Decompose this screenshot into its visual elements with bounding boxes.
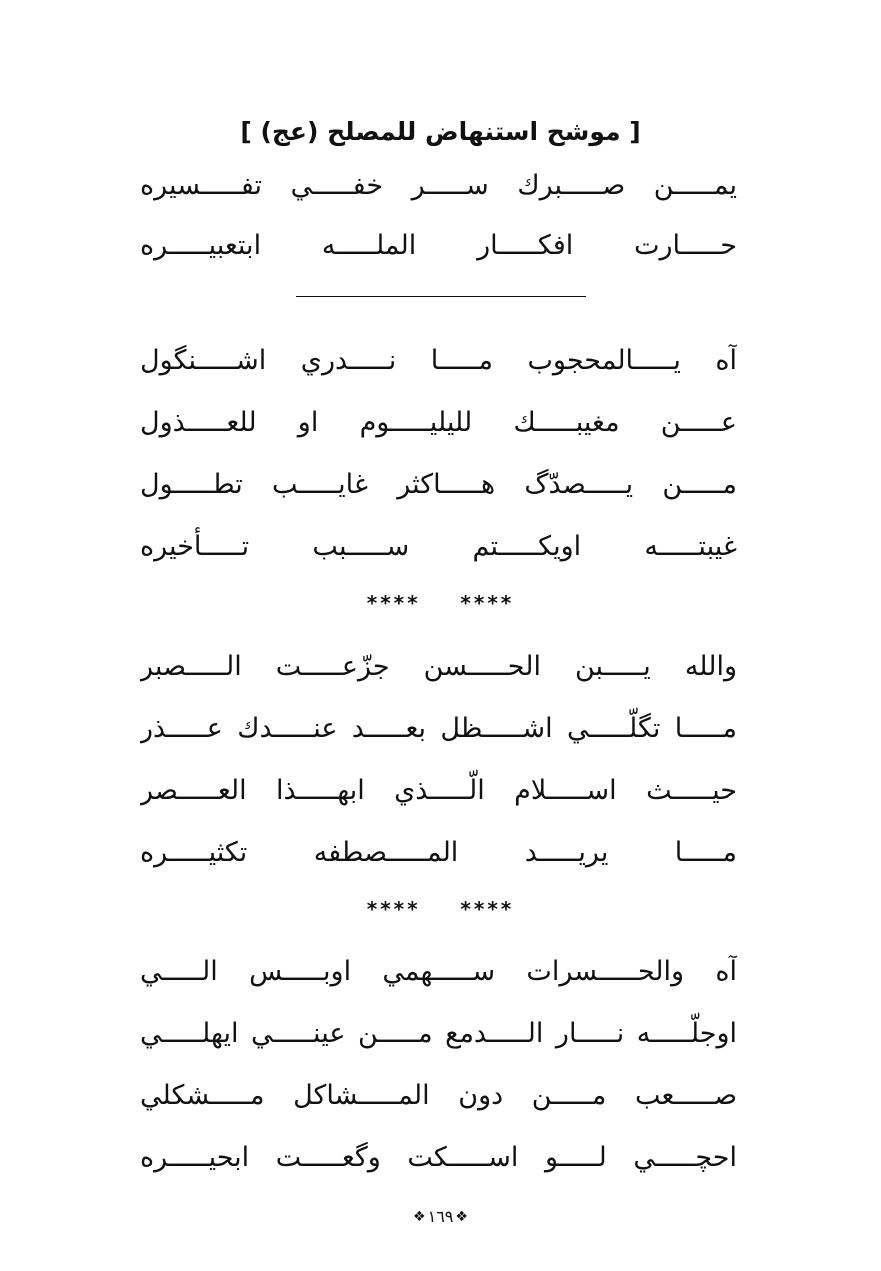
horizontal-divider: [296, 296, 586, 297]
stanza-2-line-2: مـــــا تگلّـــــي اشـــــظل بعـــــد عنـــــدك عـــــذر: [140, 713, 737, 744]
stanza-2-line-3: حيـــــث اســـــلام الّـــــذي ابهـــــذا العـــــصر: [140, 775, 737, 806]
stanza-separator-1: **** ****: [366, 591, 515, 615]
stanza-3-line-2: اوجلّـــــه نـــــار الـــــدمع مـــــن عينـــــي ايهلـــــي: [140, 1018, 737, 1049]
intro-line-1: يمـــــن صـــــبرك ســـــر خفـــــي تفـــــسيره: [140, 170, 737, 201]
stanza-1-line-2: عـــــن مغيبـــــك لليليـــــوم او للعـــــذول: [140, 407, 737, 438]
stanza-1-line-1: آه يـــــالمحجوب مـــــا نـــــدري اشـــــنگول: [140, 345, 737, 376]
stanza-1-line-3: مـــــن يـــــصدّگ هـــــاكثر غايـــــب تطـــــول: [140, 469, 737, 500]
page-number-text: ١٦٩: [427, 1206, 454, 1226]
stanza-2-line-4: مـــــا يريـــــد المـــــصطفه تكثيـــــره: [140, 837, 737, 868]
stanza-separator-2: **** ****: [366, 897, 515, 921]
stanza-3-line-1: آه والحـــــسرات ســـــهمي اوبـــــس الـــــي: [140, 956, 737, 987]
page-number: [0, 1201, 881, 1232]
intro-line-2: حـــــارت افكـــــار الملـــــه ابتعبيـــــره: [140, 230, 737, 261]
stanza-1-line-4: غيبتـــــه اويكـــــتم ســـــبب تـــــأخيره: [140, 531, 737, 562]
poem-title: [ موشح استنهاض للمصلح (عج) ]: [240, 117, 641, 146]
stanza-3-line-4: احچـــــي لـــــو اســـــكت وگعـــــت ابحيـــــره: [140, 1142, 737, 1173]
ornament-right-icon: ❖: [455, 1208, 468, 1225]
ornament-left-icon: ❖: [413, 1208, 426, 1225]
stanza-3-line-3: صـــــعب مـــــن دون المـــــشاكل مـــــشكلي: [140, 1080, 737, 1111]
stanza-2-line-1: والله يـــــبن الحـــــسن جزّعـــــت الـــــصبر: [140, 651, 737, 682]
